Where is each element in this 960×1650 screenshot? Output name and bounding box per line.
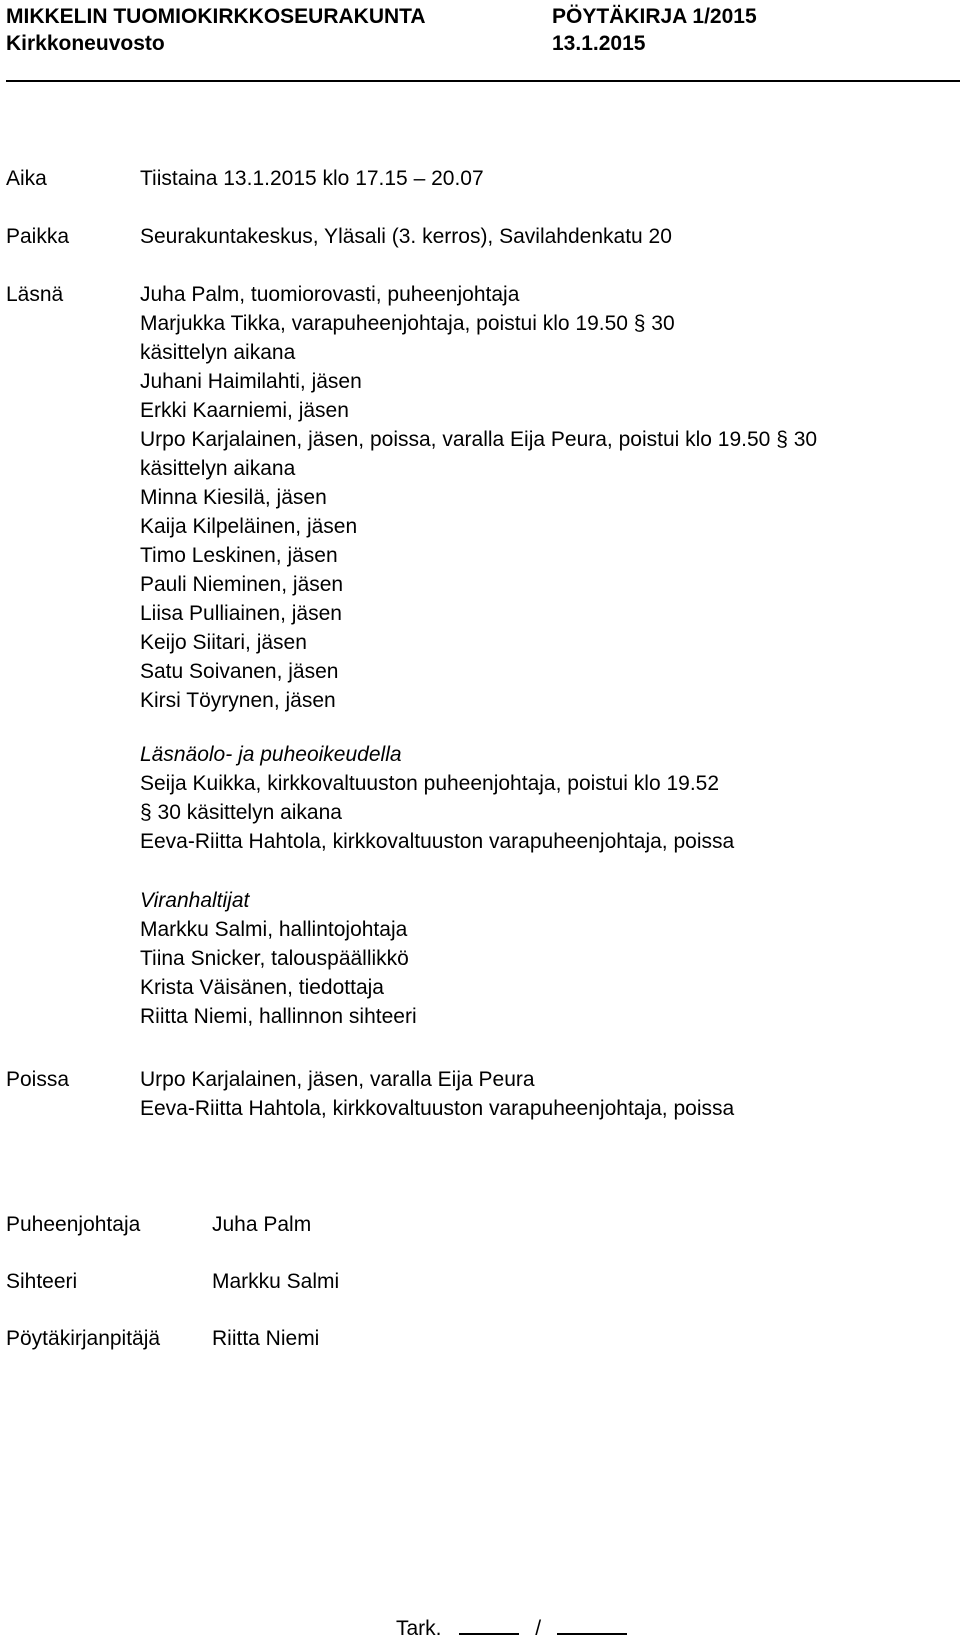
list-item: Kaija Kilpeläinen, jäsen [140,515,358,538]
lasna-list [140,280,817,715]
paikka-value: Seurakuntakeskus, Yläsali (3. kerros), Savilahdenkatu 20 [140,225,672,248]
role-name-puheenjohtaja: Juha Palm [212,1213,312,1236]
initials-blank-1 [459,1615,519,1635]
puheoikeus-section [140,740,734,856]
list-item: Eeva-Riitta Hahtola, kirkkovaltuuston varapuheenjohtaja, poissa [140,830,735,853]
list-item: Riitta Niemi, hallinnon sihteeri [140,1005,417,1028]
header-rule [6,80,960,82]
poissa-label: Poissa [6,1068,70,1091]
tarkastus-footer [396,1614,627,1643]
role-name-poytakirjanpitaja: Riitta Niemi [212,1327,320,1350]
list-item: Timo Leskinen, jäsen [140,544,338,567]
document-number: PÖYTÄKIRJA 1/2015 [552,5,757,28]
paikka-label: Paikka [6,225,70,248]
viranhaltijat-section [140,886,417,1031]
list-item: Urpo Karjalainen, jäsen, poissa, varalla Eija Peura, poistui klo 19.50 § 30 [140,428,818,451]
list-item: Juha Palm, tuomiorovasti, puheenjohtaja [140,283,520,306]
list-item: Seija Kuikka, kirkkovaltuuston puheenjohtaja, poistui klo 19.52 [140,772,720,795]
poissa-list [140,1065,734,1123]
initials-blank-2 [557,1615,627,1635]
role-label-sihteeri: Sihteeri [6,1270,78,1293]
role-label-puheenjohtaja: Puheenjohtaja [6,1213,141,1236]
list-item: Satu Soivanen, jäsen [140,660,339,683]
list-item: Urpo Karjalainen, jäsen, varalla Eija Peura [140,1068,535,1091]
list-item: Liisa Pulliainen, jäsen [140,602,342,625]
list-item: Keijo Siitari, jäsen [140,631,307,654]
list-item: käsittelyn aikana [140,341,296,364]
list-item: Eeva-Riitta Hahtola, kirkkovaltuuston varapuheenjohtaja, poissa [140,1097,735,1120]
list-item: § 30 käsittelyn aikana [140,801,342,824]
list-item: käsittelyn aikana [140,457,296,480]
list-item: Pauli Nieminen, jäsen [140,573,344,596]
list-item: Minna Kiesilä, jäsen [140,486,327,509]
viranhaltijat-heading: Viranhaltijat [140,889,250,912]
list-item: Krista Väisänen, tiedottaja [140,976,384,999]
role-label-poytakirjanpitaja: Pöytäkirjanpitäjä [6,1327,161,1350]
meeting-body: Kirkkoneuvosto [6,32,165,55]
list-item: Markku Salmi, hallintojohtaja [140,918,408,941]
organization-name: MIKKELIN TUOMIOKIRKKOSEURAKUNTA [6,5,426,28]
meeting-date: 13.1.2015 [552,32,646,55]
lasna-label: Läsnä [6,283,64,306]
aika-value: Tiistaina 13.1.2015 klo 17.15 – 20.07 [140,167,484,190]
list-item: Tiina Snicker, talouspäällikkö [140,947,409,970]
role-name-sihteeri: Markku Salmi [212,1270,340,1293]
tarkastus-separator: / [535,1617,542,1640]
aika-label: Aika [6,167,47,190]
list-item: Kirsi Töyrynen, jäsen [140,689,336,712]
tarkastus-label: Tark. [396,1617,442,1640]
puheoikeus-heading: Läsnäolo- ja puheoikeudella [140,743,402,766]
list-item: Juhani Haimilahti, jäsen [140,370,362,393]
list-item: Marjukka Tikka, varapuheenjohtaja, poistui klo 19.50 § 30 [140,312,675,335]
list-item: Erkki Kaarniemi, jäsen [140,399,349,422]
